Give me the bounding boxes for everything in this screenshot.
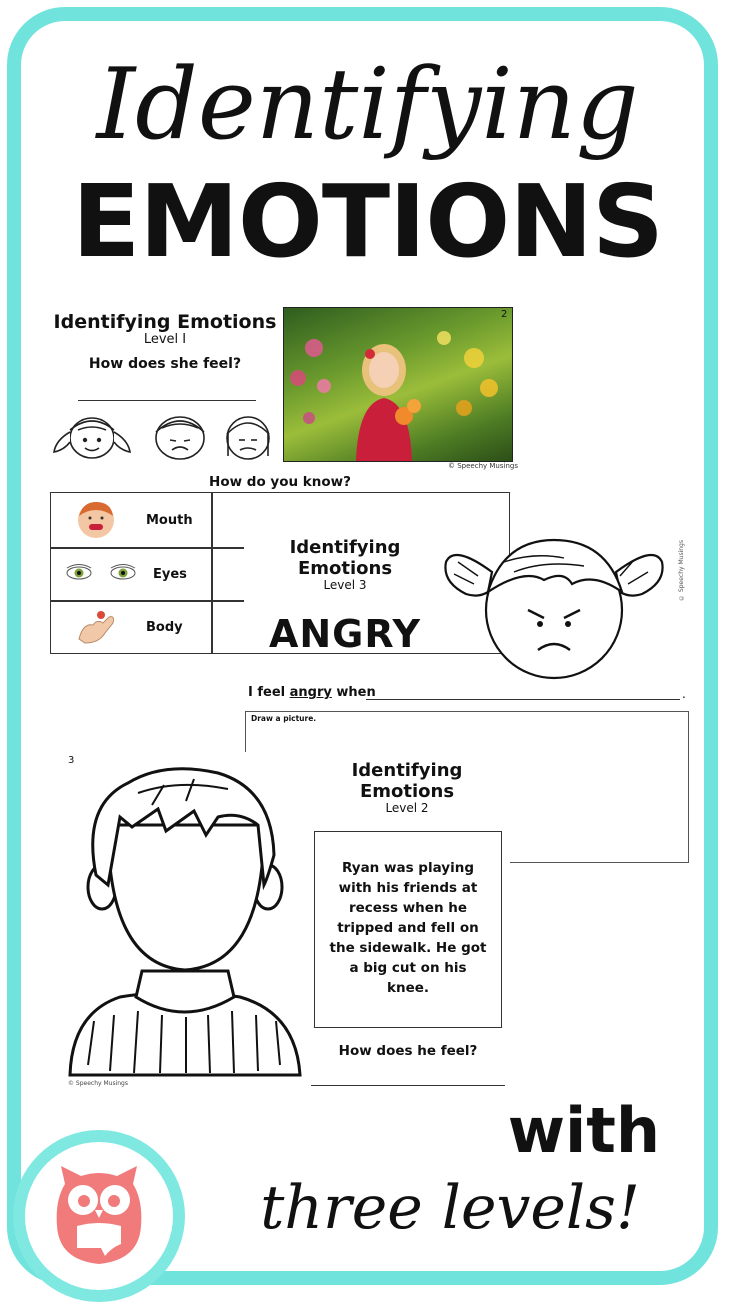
body-gesture-icon	[75, 609, 119, 647]
ws2-page-number: 3	[68, 755, 75, 766]
ws2-level: Level 2	[385, 801, 429, 815]
ws2-story-box	[314, 831, 502, 1028]
ws2-title-line2: Emotions	[359, 781, 455, 802]
prompt-prefix: I feel	[248, 685, 290, 700]
ws1-level: Level I	[143, 332, 187, 347]
upset-face-icon	[227, 417, 269, 459]
draw-label: Draw a picture.	[251, 714, 317, 723]
table-divider	[211, 493, 213, 653]
ws3-answer-line	[366, 699, 680, 700]
ws2-title-line1: Identifying	[351, 760, 463, 781]
tagline-with: with	[507, 1094, 660, 1167]
ws1-question: How does she feel?	[88, 356, 242, 372]
mouth-face-icon	[75, 500, 117, 540]
ws1-answer-line	[78, 400, 256, 401]
prompt-suffix: when	[331, 685, 376, 700]
headline-script: Identifying	[96, 48, 639, 162]
headline-bold: EMOTIONS	[72, 163, 663, 280]
ws3-end-mark: .	[682, 687, 686, 701]
ws1-subquestion: How do you know?	[209, 474, 351, 490]
row-label-body: Body	[146, 620, 183, 635]
owl-logo-icon	[51, 1164, 147, 1268]
tagline-three-levels: three levels!	[260, 1173, 640, 1243]
ws2-boy-blank-face-icon	[68, 765, 303, 1080]
ws1-page-number: 2	[501, 309, 508, 320]
ws1-title: Identifying Emotions	[53, 311, 277, 333]
table-row	[51, 601, 211, 653]
ws2-credit: © Speechy Musings	[68, 1080, 128, 1087]
ws2-answer-line	[311, 1085, 505, 1086]
ws3-title-line2: Emotions	[297, 558, 393, 579]
ws3-emotion-word: ANGRY	[268, 612, 422, 656]
eyes-icon	[65, 562, 137, 584]
ws3-title-line1: Identifying	[289, 537, 401, 558]
prompt-word: angry	[289, 685, 332, 700]
ws3-level: Level 3	[323, 578, 367, 592]
ws2-question: How does he feel?	[338, 1043, 478, 1059]
ws1-photo-credit: © Speechy Musings	[448, 462, 518, 470]
ws1-face-choices	[52, 410, 282, 462]
table-row	[51, 493, 211, 547]
row-label-eyes: Eyes	[153, 567, 187, 582]
logo-badge-inner	[25, 1142, 173, 1290]
row-label-mouth: Mouth	[146, 513, 193, 528]
ws3-side-credit: © Speechy Musings	[678, 540, 685, 601]
sad-face-icon	[156, 417, 204, 459]
ws3-prompt	[248, 685, 376, 700]
ws1-photo-girl-flowers	[283, 307, 513, 462]
happy-face-icon	[54, 418, 130, 458]
ws3-angry-girl-icon	[444, 532, 666, 682]
table-row	[51, 548, 211, 600]
logo-badge	[13, 1130, 185, 1302]
ws2-story-text: Ryan was playing with his friends at recess when he tripped and fell on the sidewalk. He got a big cut on his knee.	[329, 860, 487, 996]
